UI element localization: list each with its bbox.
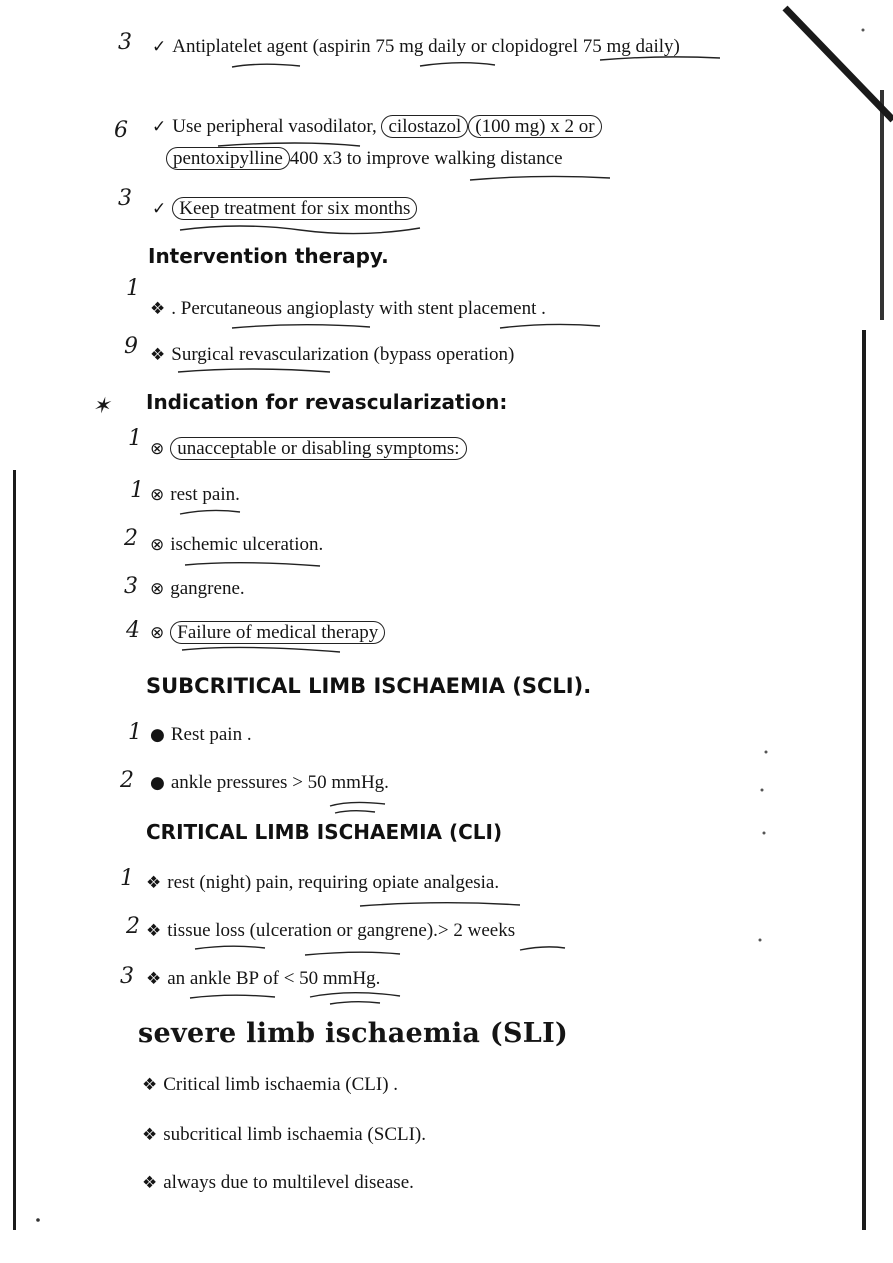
treatment-line-antiplatelet <box>152 36 680 58</box>
handwritten-star: ✶ <box>92 394 111 419</box>
list-item: ❖ tissue loss (ulceration or gangrene).> 2 weeks <box>146 920 516 941</box>
pen-underline <box>190 995 275 998</box>
line-text: 400 x3 to improve walking distance <box>289 148 563 169</box>
diamond-bullet-icon: ❖ <box>146 969 162 989</box>
pen-underline <box>330 1002 380 1004</box>
list-item: ❖ . Percutaneous angioplasty with stent placement . <box>150 298 546 319</box>
handwritten-number: 2 <box>124 526 138 551</box>
treatment-line-pentoxifylline <box>166 148 563 170</box>
circle-bullet-icon: ● <box>150 725 165 745</box>
list-item: ⊗ unacceptable or disabling symptoms: <box>150 438 467 460</box>
handwritten-number: 4 <box>126 618 140 643</box>
handwritten-number: 2 <box>120 768 134 793</box>
pen-underline <box>520 947 565 950</box>
list-item: ❖ subcritical limb ischaemia (SCLI). <box>142 1124 427 1145</box>
handwritten-number: 1 <box>130 478 144 503</box>
corner-fold-stroke <box>785 8 893 120</box>
section-heading-sli: severe limb ischaemia (SLI) <box>138 1018 569 1049</box>
line-text: Use peripheral vasodilator, <box>172 116 377 137</box>
circled-drug-name: cilostazol <box>381 115 468 138</box>
list-item: ❖ always due to multilevel disease. <box>142 1172 414 1193</box>
handwritten-number: 6 <box>114 118 128 143</box>
pen-underline <box>218 143 360 146</box>
diamond-bullet-icon: ❖ <box>146 921 162 941</box>
handwritten-number: 2 <box>126 914 140 939</box>
pen-underline <box>180 510 240 514</box>
pen-underline <box>420 63 495 66</box>
pen-underline <box>330 802 385 806</box>
pen-underline <box>178 369 330 372</box>
circled-text: Keep treatment for six months <box>172 197 417 220</box>
handwritten-number: 3 <box>118 186 132 211</box>
list-item: ⊗ gangrene. <box>150 578 245 599</box>
handwritten-number: 3 <box>120 964 134 989</box>
line-text: Antiplatelet agent (aspirin 75 mg daily or clopidogrel 75 mg daily) <box>172 36 680 57</box>
circle-x-bullet-icon: ⊗ <box>150 535 165 555</box>
pen-underline <box>335 811 375 813</box>
speck <box>759 939 762 942</box>
check-icon: ✓ <box>152 37 167 57</box>
list-item: ❖ rest (night) pain, requiring opiate analgesia. <box>146 872 500 893</box>
pen-underline <box>195 946 265 949</box>
diamond-bullet-icon: ❖ <box>142 1075 158 1095</box>
handwritten-number: 1 <box>126 276 140 301</box>
circled-dose: (100 mg) x 2 or <box>468 115 601 138</box>
pen-underline <box>185 563 320 566</box>
check-icon: ✓ <box>152 117 167 137</box>
circle-x-bullet-icon: ⊗ <box>150 623 165 643</box>
section-heading-cli: CRITICAL LIMB ISCHAEMIA (CLI) <box>146 820 503 844</box>
list-item: ❖ Critical limb ischaemia (CLI) . <box>142 1074 399 1095</box>
pen-underline <box>470 176 610 180</box>
section-heading-scli: SUBCRITICAL LIMB ISCHAEMIA (SCLI). <box>146 674 592 698</box>
list-item: ● Rest pain . <box>150 724 252 745</box>
pen-underline <box>182 647 340 652</box>
handwritten-number: 1 <box>120 866 134 891</box>
diamond-bullet-icon: ❖ <box>150 299 166 319</box>
pen-underline <box>305 952 400 955</box>
speck <box>763 832 766 835</box>
pen-underline <box>232 64 300 67</box>
list-item: ❖ Surgical revascularization (bypass operation) <box>150 344 515 365</box>
treatment-line-duration <box>152 198 417 220</box>
diamond-bullet-icon: ❖ <box>146 873 162 893</box>
treatment-line-vasodilator <box>152 116 602 138</box>
circle-x-bullet-icon: ⊗ <box>150 439 165 459</box>
circle-x-bullet-icon: ⊗ <box>150 485 165 505</box>
list-item: ⊗ rest pain. <box>150 484 240 505</box>
check-icon: ✓ <box>152 199 167 219</box>
speck <box>765 751 768 754</box>
section-heading-indication: Indication for revascularization: <box>146 390 508 414</box>
diamond-bullet-icon: ❖ <box>142 1125 158 1145</box>
pen-underline <box>360 903 520 906</box>
pen-underline <box>310 993 400 997</box>
handwritten-number: 9 <box>124 334 138 359</box>
pen-underline <box>500 324 600 328</box>
speck <box>36 1218 40 1222</box>
diamond-bullet-icon: ❖ <box>150 345 166 365</box>
circled-drug-name: pentoxipylline <box>166 147 290 170</box>
handwritten-number: 1 <box>128 720 142 745</box>
circle-bullet-icon: ● <box>150 773 165 793</box>
list-item: ⊗ ischemic ulceration. <box>150 534 324 555</box>
diamond-bullet-icon: ❖ <box>142 1173 158 1193</box>
handwritten-number: 3 <box>118 30 132 55</box>
handwritten-number: 1 <box>128 426 142 451</box>
list-item: ❖ an ankle BP of < 50 mmHg. <box>146 968 381 989</box>
pen-underline <box>232 325 370 328</box>
pen-underline <box>180 226 420 234</box>
circle-x-bullet-icon: ⊗ <box>150 579 165 599</box>
list-item: ● ankle pressures > 50 mmHg. <box>150 772 389 793</box>
list-item: ⊗ Failure of medical therapy <box>150 622 385 644</box>
speck <box>862 29 865 32</box>
handwritten-number: 3 <box>124 574 138 599</box>
section-heading-intervention: Intervention therapy. <box>148 244 389 268</box>
speck <box>761 789 764 792</box>
